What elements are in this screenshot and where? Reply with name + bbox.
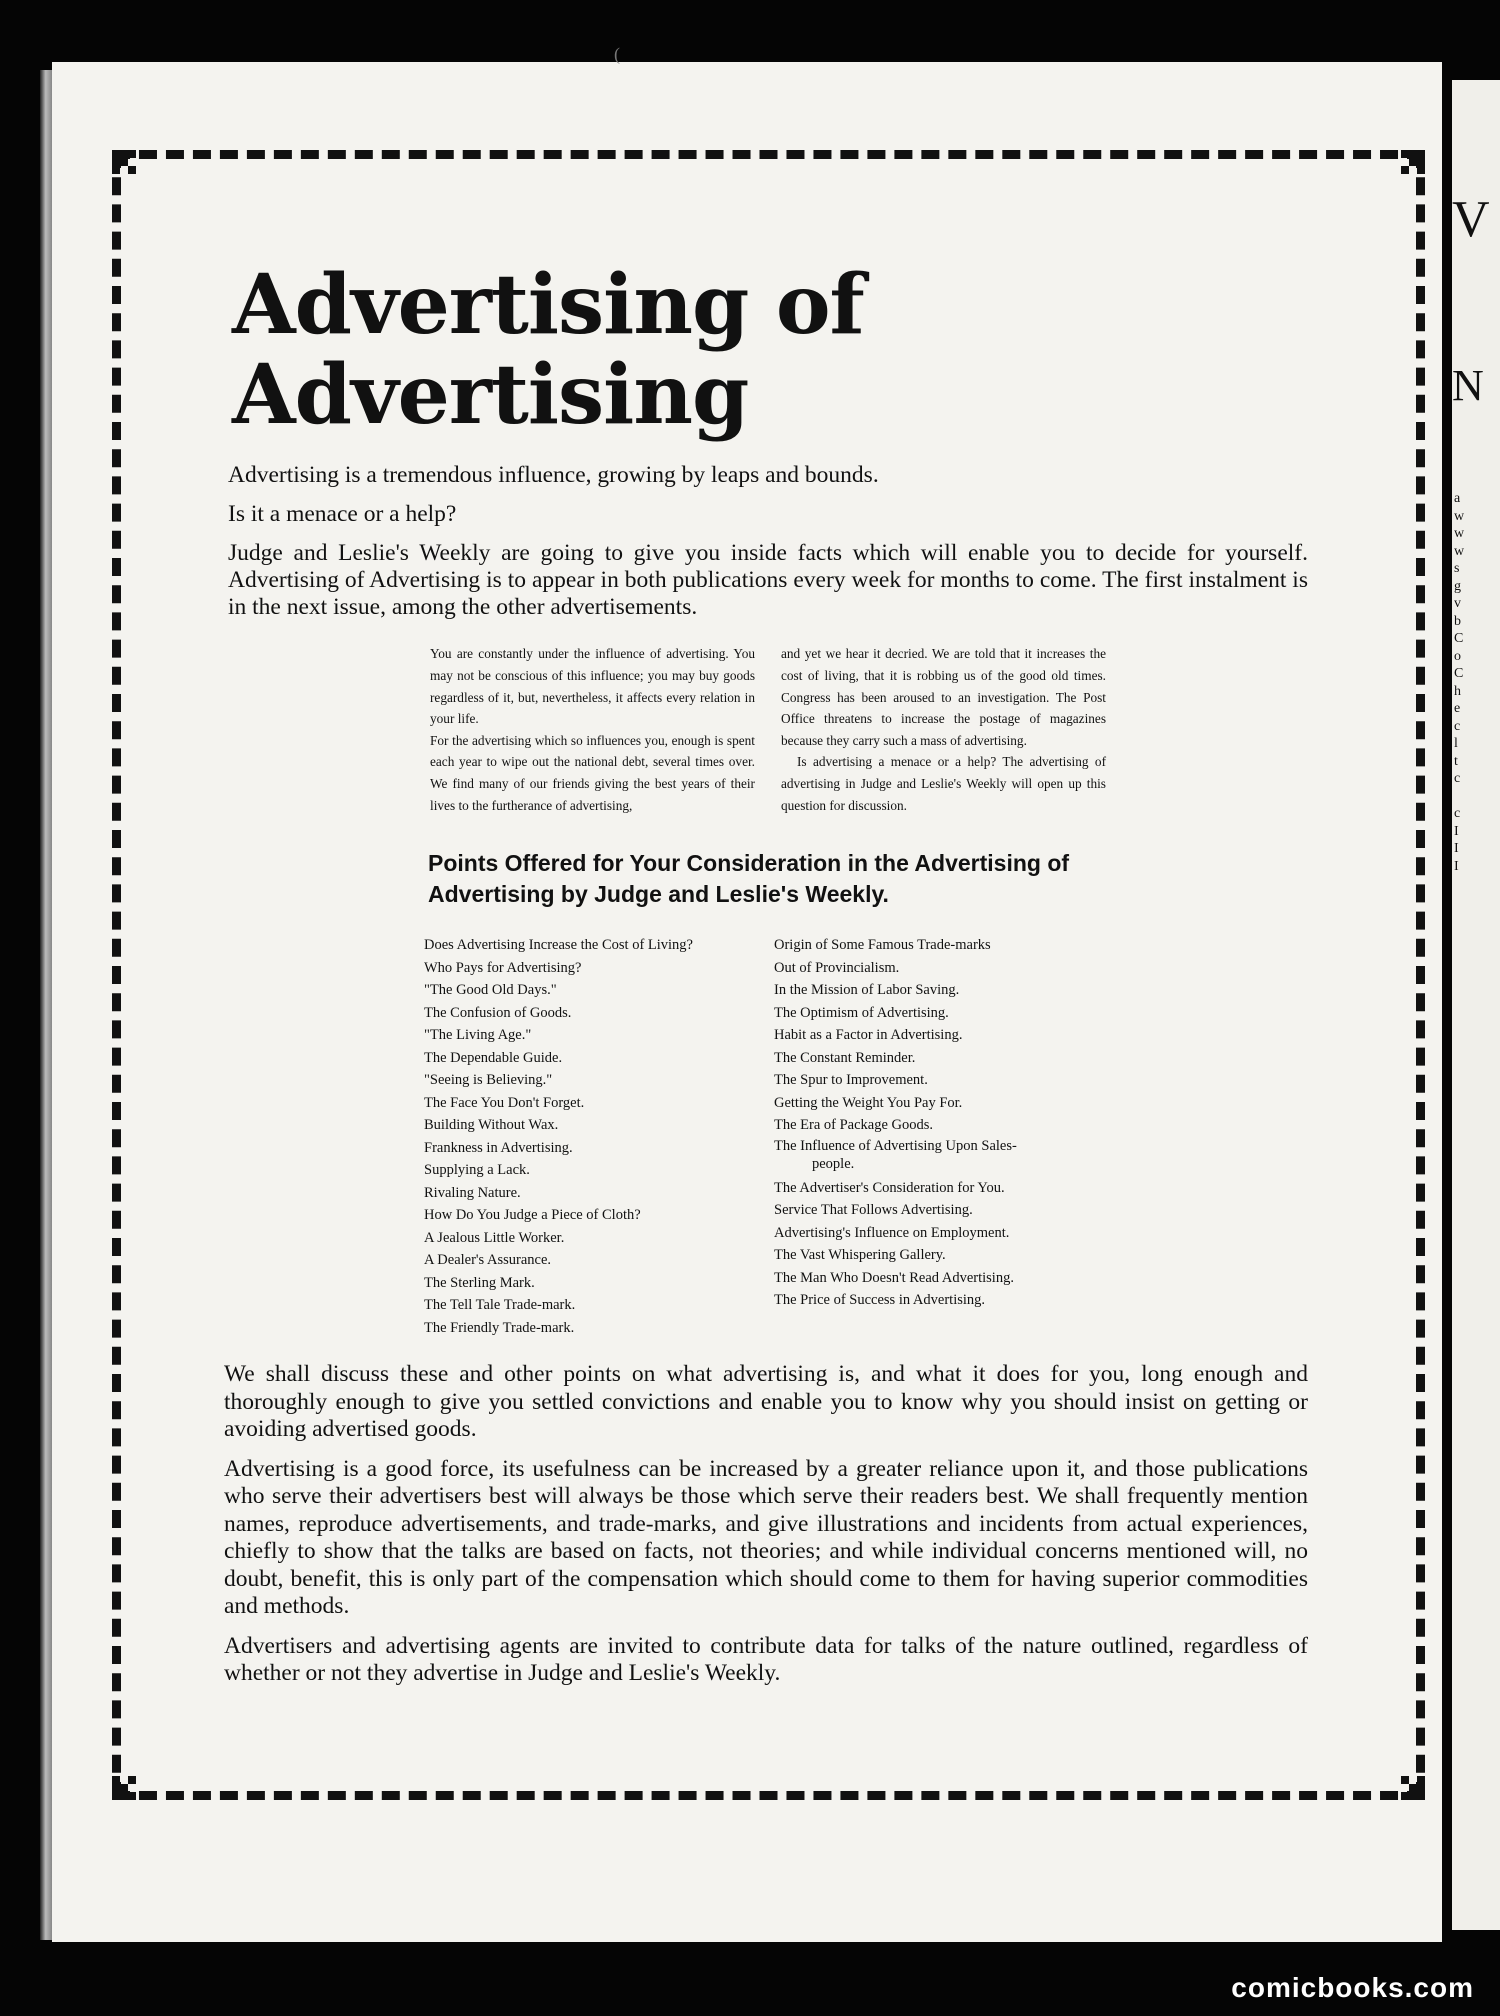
list-item: The Friendly Trade-mark. [424, 1319, 575, 1336]
list-item: Building Without Wax. [424, 1117, 559, 1134]
intro-paragraph: Judge and Leslie's Weekly are going to give you inside facts which will enable you to decide for yourself. Advertising of Advertising is to appear in both publications every week for months to come. The first instalment is in the next issue, among the other advertisements. [228, 540, 1308, 621]
list-item: Getting the Weight You Pay For. [774, 1094, 963, 1111]
list-item: The Constant Reminder. [774, 1049, 916, 1066]
list-item: In the Mission of Labor Saving. [774, 982, 960, 999]
points-list [424, 934, 1124, 1339]
facing-page-char: a [1454, 491, 1461, 506]
facing-page-char: b [1454, 613, 1461, 629]
list-item: How Do You Judge a Piece of Cloth? [424, 1207, 641, 1224]
facing-page-char [1454, 788, 1484, 806]
list-item: The Face You Don't Forget. [424, 1094, 585, 1111]
facing-page-char: c [1454, 718, 1461, 734]
facing-page-letter: N [1452, 361, 1484, 410]
list-item: The Tell Tale Trade-mark. [424, 1297, 576, 1314]
facing-page-char: c [1454, 771, 1461, 786]
facing-page-char: e [1454, 701, 1461, 716]
column-paragraph: For the advertising which so influences you, enough is spent each year to wipe out the national debt, several times over. We find many of our friends giving the best years of their lives to the furtherance of advertising, [430, 732, 755, 813]
checker-corner-ornament [112, 150, 136, 174]
list-item: Advertising's Influence on Employment. [774, 1224, 1010, 1241]
list-item: The Sterling Mark. [424, 1274, 535, 1291]
facing-page-char: g [1454, 578, 1461, 594]
column-paragraph: You are constantly under the influence of advertising. You may not be conscious of this influence; you may buy goods regardless of it, but, nevertheless, it affects every relation in your life. [430, 646, 755, 727]
facing-page-fragment [1452, 80, 1500, 1930]
list-item: Out of Provincialism. [774, 959, 900, 976]
closing-paragraph: We shall discuss these and other points on what advertising is, and what it does for you, long enough and thoroughly enough to give you settled convictions and enable you to know why you should insist on getting or avoiding advertised goods. [224, 1361, 1308, 1443]
facing-page-char: w [1454, 526, 1465, 541]
list-item: "The Good Old Days." [424, 982, 557, 999]
facing-page-char: I [1454, 841, 1459, 856]
facing-page-char: w [1454, 508, 1465, 524]
list-item [774, 1137, 1124, 1177]
facing-page-char: t [1454, 753, 1458, 769]
list-item: The Confusion of Goods. [424, 1004, 572, 1021]
facing-page-char: s [1454, 561, 1460, 576]
list-item: "The Living Age." [424, 1027, 532, 1044]
list-item: The Era of Package Goods. [774, 1117, 934, 1134]
intro-section [228, 462, 1308, 621]
list-item: The Vast Whispering Gallery. [774, 1247, 946, 1264]
facing-page-char: C [1454, 666, 1464, 681]
advertisement-body [224, 257, 1308, 1700]
list-item: Frankness in Advertising. [424, 1139, 573, 1156]
list-item-line: The Influence of Advertising Upon Sales- [774, 1137, 1017, 1154]
list-item: The Man Who Doesn't Read Advertising. [774, 1269, 1014, 1286]
headline: Advertising of Advertising [232, 257, 864, 444]
closing-paragraph: Advertisers and advertising agents are invited to contribute data for talks of the nature outlined, regardless of whether or not they advertise in Judge and Leslie's Weekly. [224, 1632, 1308, 1687]
intro-paragraph: Advertising is a tremendous influence, growing by leaps and bounds. [228, 462, 879, 489]
facing-page-char: o [1454, 648, 1461, 664]
list-item: Service That Follows Advertising. [774, 1202, 973, 1219]
facing-page-char: l [1454, 736, 1458, 751]
facing-page-char: I [1454, 858, 1459, 874]
text-column-right [781, 643, 1106, 816]
list-item: Supplying a Lack. [424, 1162, 530, 1179]
closing-section [224, 1361, 1308, 1688]
column-paragraph: Is advertising a menace or a help? The advertising of advertising in Judge and Leslie's Weekly will open up this question for discussion. [781, 754, 1106, 813]
closing-paragraph: Advertising is a good force, its usefulness can be increased by a greater reliance upon it, and those publications who serve their advertisers best will always be those which serve their readers best. We shall frequently mention names, reproduce advertisements, and trade-marks, and give illustrations and incidents from actual experiences, chiefly to show that the talks are based on facts, not theories; and while individual concerns mentioned will, no doubt, benefit, this is only part of the compensation which should come to them for having superior commodities and methods. [224, 1455, 1308, 1620]
facing-page-char: w [1454, 543, 1465, 559]
list-item-continuation: people. [812, 1155, 855, 1172]
list-item: The Dependable Guide. [424, 1049, 563, 1066]
checker-corner-ornament [1401, 150, 1425, 174]
list-item: Origin of Some Famous Trade-marks [774, 937, 991, 954]
facing-page-char: h [1454, 683, 1461, 699]
facing-page-char: v [1454, 596, 1461, 611]
facing-page-letter: V [1452, 191, 1490, 248]
column-paragraph: and yet we hear it decried. We are told that it increases the cost of living, that it is robbing us of the good old times. Congress has been aroused to an investigation. The Post Office threatens to increase the postage of magazines because they carry such a mass of advertising. [781, 646, 1106, 748]
print-mark: ( [614, 44, 620, 64]
list-item: Habit as a Factor in Advertising. [774, 1027, 963, 1044]
site-watermark: comicbooks.com [1231, 1972, 1474, 2003]
list-item: A Jealous Little Worker. [424, 1229, 565, 1246]
list-item: The Optimism of Advertising. [774, 1004, 949, 1021]
list-item: The Advertiser's Consideration for You. [774, 1179, 1005, 1196]
list-item: Does Advertising Increase the Cost of Living? [424, 937, 693, 954]
checker-corner-ornament [112, 1776, 136, 1800]
list-item: A Dealer's Assurance. [424, 1252, 552, 1269]
list-item: Who Pays for Advertising? [424, 959, 582, 976]
facing-page-char: C [1454, 631, 1464, 646]
checker-corner-ornament [1401, 1776, 1425, 1800]
text-column-left [430, 643, 755, 816]
points-heading: Points Offered for Your Consideration in the Advertising of Advertising by Judge and Leslie's Weekly. [428, 850, 1070, 908]
list-item: The Spur to Improvement. [774, 1072, 928, 1089]
points-column-right [774, 934, 1124, 1339]
list-item: The Price of Success in Advertising. [774, 1292, 986, 1309]
points-column-left [424, 934, 774, 1339]
list-item: Rivaling Nature. [424, 1184, 521, 1201]
intro-paragraph: Is it a menace or a help? [228, 501, 457, 528]
facing-page-column [1454, 490, 1484, 875]
list-item: "Seeing is Believing." [424, 1072, 553, 1089]
facing-page-char: c [1454, 806, 1461, 821]
facing-page-char: I [1454, 823, 1459, 839]
two-column-text [430, 643, 1106, 816]
